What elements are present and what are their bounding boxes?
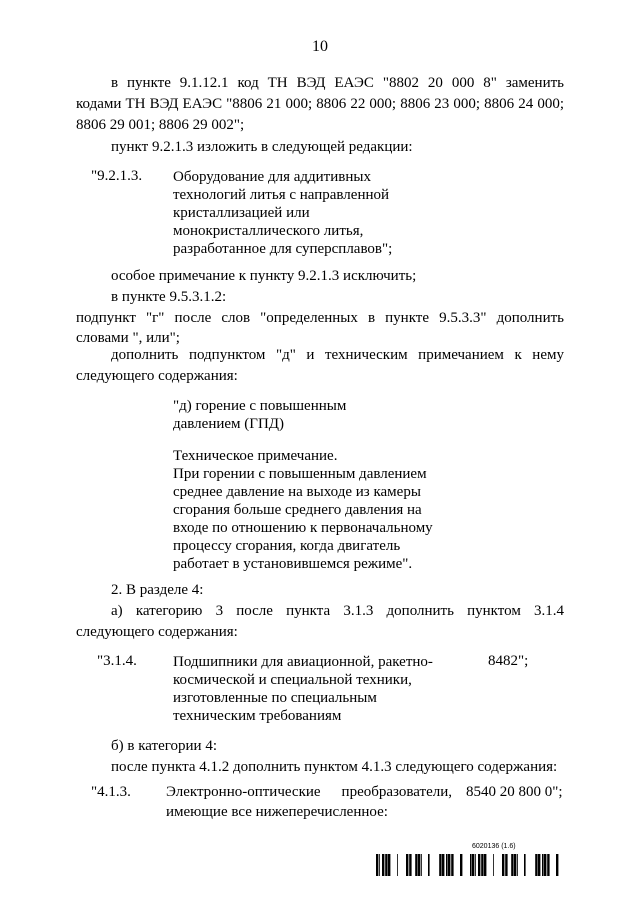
item-label: "9.2.1.3.	[91, 168, 143, 184]
page-number: 10	[312, 38, 328, 55]
paragraph-line: следующего содержания:	[76, 368, 238, 384]
paragraph-line: дополнить подпунктом "д" и техническим примечанием к нему	[111, 347, 564, 363]
note-line: Техническое примечание.	[173, 448, 338, 464]
item-code: 8482";	[488, 653, 529, 669]
item-text-block	[173, 653, 433, 725]
item-text-block	[173, 168, 392, 258]
note-line: среднее давление на выходе из камеры	[173, 484, 421, 500]
barcode-icon	[376, 854, 566, 876]
note-line: входе по отношению к первоначальному	[173, 520, 433, 536]
item-code: 8540 20 800 0";	[466, 784, 563, 800]
item-text-line: техническим требованиям	[173, 708, 342, 724]
item-text-line: Подшипники для авиационной, ракетно-	[173, 654, 433, 670]
item-text-line: Оборудование для аддитивных	[173, 169, 371, 185]
paragraph-line: а) категорию 3 после пункта 3.1.3 дополнить пунктом 3.1.4	[111, 603, 564, 619]
note-line: сгорания больше среднего давления на	[173, 502, 422, 518]
paragraph: особое примечание к пункту 9.2.1.3 исключить;	[111, 268, 417, 284]
item-text-line: кристаллизацией или	[173, 205, 310, 221]
item-text-line: монокристаллического литья,	[173, 223, 364, 239]
paragraph-line: кодами ТН ВЭД ЕАЭС "8806 21 000; 8806 22 000; 8806 23 000; 8806 24 000;	[76, 96, 564, 112]
paragraph-line: следующего содержания:	[76, 624, 238, 640]
paragraph: б) в категории 4:	[111, 738, 218, 754]
barcode-number: 6020136 (1.6)	[472, 843, 516, 850]
paragraph: 2. В разделе 4:	[111, 582, 204, 598]
subpoint-line: давлением (ГПД)	[173, 416, 284, 432]
subpoint-line: "д) горение с повышенным	[173, 398, 347, 414]
paragraph-line: словами ", или";	[76, 330, 180, 346]
technical-note	[173, 447, 433, 573]
paragraph: пункт 9.2.1.3 изложить в следующей редакции:	[111, 139, 413, 155]
paragraph: после пункта 4.1.2 дополнить пунктом 4.1.3 следующего содержания:	[111, 759, 558, 775]
item-label: "3.1.4.	[97, 653, 137, 669]
subpoint-d	[173, 397, 346, 433]
paragraph-line: подпункт "г" после слов "определенных в пункте 9.5.3.3" дополнить	[76, 310, 564, 326]
note-line: работает в установившемся режиме".	[173, 556, 413, 572]
note-line: При горении с повышенным давлением	[173, 466, 427, 482]
item-text-line: технологий литья с направленной	[173, 187, 390, 203]
item-text-line: Электронно-оптические преобразователи,	[166, 784, 452, 800]
paragraph-line: 8806 29 001; 8806 29 002";	[76, 117, 245, 133]
item-text-line: изготовленные по специальным	[173, 690, 377, 706]
paragraph: в пункте 9.5.3.1.2:	[111, 289, 227, 305]
item-text-line: космической и специальной техники,	[173, 672, 412, 688]
note-line: процессу сгорания, когда двигатель	[173, 538, 401, 554]
item-text-line: имеющие все нижеперечисленное:	[166, 804, 388, 820]
item-label: "4.1.3.	[91, 784, 131, 800]
item-text-line: разработанное для суперсплавов";	[173, 241, 393, 257]
paragraph-line: в пункте 9.1.12.1 код ТН ВЭД ЕАЭС "8802 20 000 8" заменить	[111, 75, 564, 91]
